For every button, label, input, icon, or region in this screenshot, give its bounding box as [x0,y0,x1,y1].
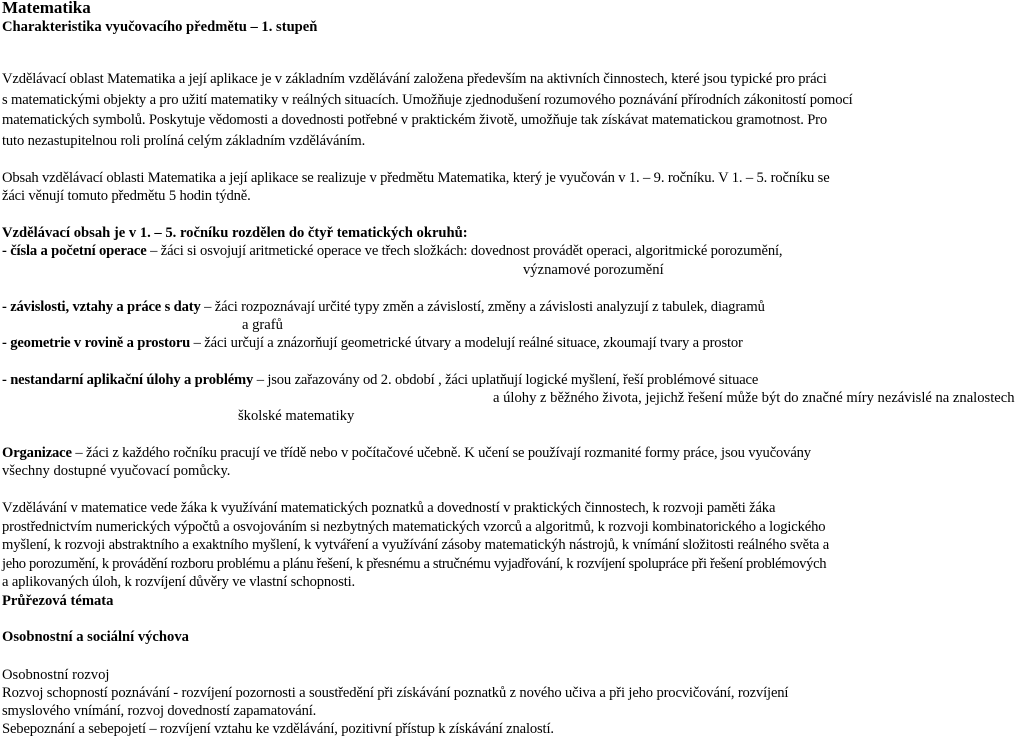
osobnostni-rozvoj-heading: Osobnostní rozvoj [2,667,110,683]
okruh-text: – žáci si osvojují aritmetické operace ve třech složkách: dovednost provádět operaci, algoritmické porozumění, [146,243,783,259]
okruh-text: – jsou zařazovány od 2. období , žáci uplatňují logické myšlení, řeší problémové situace [253,372,759,388]
organizace-line [2,444,811,462]
vzdelavani-line: myšlení, k rozvoji abstraktního a exaktního myšlení, k vytváření a využívání zásoby matematickýh nástrojů, k vnímání složitosti reálného světa a [2,537,830,553]
okruh-continuation: školské matematiky [238,408,355,424]
intro-line: matematických symbolů. Poskytuje vědomosti a dovednosti potřebné v praktickém životě, umožňuje tak získávat matematickou gramotnost. Pro [2,112,828,128]
prurezova-heading: Průřezová témata [2,593,114,609]
organizace-label: Organizace [2,445,72,461]
organizace-line: všechny dostupné vyučovací pomůcky. [2,463,231,479]
okruh-continuation: a grafů [242,317,283,333]
okruh-item [2,242,782,260]
vzdelavani-line: prostřednictvím numerických výpočtů a osvojováním si nezbytných matematických vzorců a algoritmů, k rozvoji kombinatorického a logického [2,519,826,535]
okruh-title: - geometrie v rovině a prostoru [2,335,191,351]
okruh-item [2,298,765,316]
rozvoj-line: Rozvoj schopností poznávání - rozvíjení pozornosti a soustředění při získávání poznatků z nového učiva a při jeho procvičování, rozvíjení [2,685,789,701]
content-line: Obsah vzdělávací oblasti Matematika a její aplikace se realizuje v předmětu Matematika, který je vyučován v 1. – 9. ročníku. V 1. – 5. ročníku se [2,170,830,186]
osv-heading: Osobnostní a sociální výchova [2,629,189,645]
okruh-title: - čísla a početní operace [2,243,147,259]
document-subtitle: Charakteristika vyučovacího předmětu – 1. stupeň [2,19,318,35]
vzdelavani-line: a aplikovaných úloh, k rozvíjení důvěry ve vlastní schopnosti. [2,574,356,590]
intro-line: tuto nezastupitelnou roli prolíná celým základním vzděláváním. [2,133,366,149]
rozvoj-line: smyslového vnímání, rozvoj dovedností zapamatování. [2,703,317,719]
rozvoj-line: Sebepoznání a sebepojetí – rozvíjení vztahu ke vzdělávání, pozitivní přístup k získávání znalostí. [2,721,554,737]
obsah-heading: Vzdělávací obsah je v 1. – 5. ročníku rozdělen do čtyř tematických okruhů: [2,225,468,241]
okruh-text: – žáci rozpoznávají určité typy změn a závislostí, změny a závislosti analyzují z tabulek, diagramů [200,299,765,315]
okruh-item [2,334,743,352]
vzdelavani-line: jeho porozumění, k provádění rozboru problému a plánu řešení, k přesnému a stručnému vyjadřování, k rozvíjení spolupráce při řešení problémových [2,556,827,572]
document-title: Matematika [2,0,91,17]
organizace-text: – žáci z každého ročníku pracují ve třídě nebo v počítačové učebně. K učení se používají rozmanité formy práce, jsou vyučovány [71,445,811,461]
okruh-title: - nestandarní aplikační úlohy a problémy [2,372,254,388]
intro-line: Vzdělávací oblast Matematika a její aplikace je v základním vzdělávání založena především na aktivních činnostech, které jsou typické pro práci [2,71,827,87]
okruh-continuation: významové porozumění [523,262,664,278]
okruh-item [2,371,758,389]
intro-line: s matematickými objekty a pro užití matematiky v reálných situacích. Umožňuje zjednodušení rozumového poznávání přírodních zákonitostí pomocí [2,92,853,108]
okruh-title: - závislosti, vztahy a práce s daty [2,299,201,315]
okruh-continuation: a úlohy z běžného života, jejichž řešení může být do značné míry nezávislé na znalostech [493,390,1015,406]
okruh-text: – žáci určují a znázorňují geometrické útvary a modelují reálné situace, zkoumají tvary a prostor [190,335,743,351]
content-line: žáci věnují tomuto předmětu 5 hodin týdně. [2,188,251,204]
vzdelavani-line: Vzdělávání v matematice vede žáka k využívání matematických poznatků a dovedností v praktických činnostech, k rozvoji paměti žáka [2,500,776,516]
